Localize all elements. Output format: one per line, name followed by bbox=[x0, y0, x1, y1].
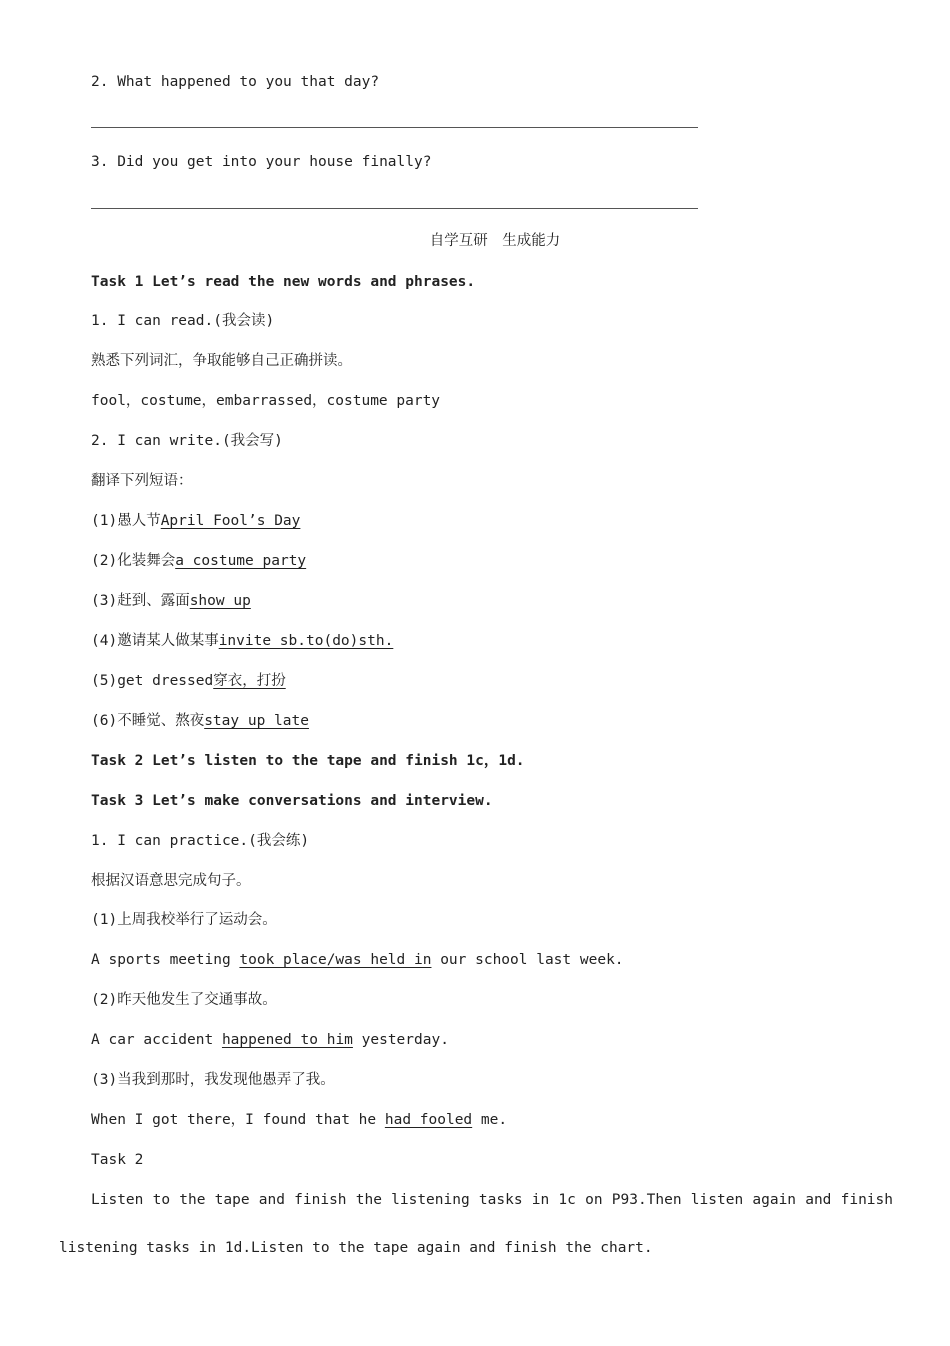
sentence-after: yesterday. bbox=[352, 1032, 449, 1048]
task3-heading: Task 3 Let’s make conversations and interview. bbox=[91, 793, 493, 809]
sentence-answer: took place/was held in bbox=[239, 952, 432, 968]
sentence-after: our school last week. bbox=[431, 952, 624, 968]
sentence-en bbox=[91, 1030, 449, 1050]
phrase-item bbox=[91, 591, 251, 611]
phrase-prompt: (5)get dressed bbox=[91, 673, 214, 689]
phrase-answer: 穿衣，打扮 bbox=[213, 673, 286, 689]
sentence-answer: happened to him bbox=[221, 1032, 353, 1048]
task2-heading: Task 2 Let’s listen to the tape and finish 1c，1d. bbox=[91, 753, 525, 769]
phrase-item bbox=[91, 671, 286, 691]
answer-line-2 bbox=[91, 127, 698, 128]
section-title: 自学互研 生成能力 bbox=[429, 233, 561, 249]
read-heading: 1. I can read.(我会读) bbox=[91, 313, 275, 329]
question-3: 3. Did you get into your house finally? bbox=[91, 154, 432, 170]
sentence-answer: had fooled bbox=[384, 1112, 473, 1128]
write-instruction: 翻译下列短语： bbox=[91, 473, 193, 489]
phrase-item bbox=[91, 551, 306, 571]
read-words: fool，costume，embarrassed，costume party bbox=[91, 393, 441, 409]
listening-paragraph: Listen to the tape and finish the listening tasks in 1c on P93.Then listen again and finish listening tasks in 1d.Listen to the tape again and finish the chart. bbox=[59, 1192, 893, 1256]
answer-line-3 bbox=[91, 208, 698, 209]
sentence-en bbox=[91, 950, 624, 970]
phrase-answer: invite sb.to(do)sth. bbox=[218, 633, 394, 649]
read-instruction: 熟悉下列词汇，争取能够自己正确拼读。 bbox=[91, 353, 352, 369]
phrase-prompt: (3)赶到、露面 bbox=[91, 593, 190, 609]
phrase-prompt: (6)不睡觉、熬夜 bbox=[91, 713, 205, 729]
sentence-before: A car accident bbox=[91, 1032, 222, 1048]
write-heading: 2. I can write.(我会写) bbox=[91, 433, 283, 449]
task2-repeat-heading: Task 2 bbox=[91, 1152, 144, 1168]
sentence-before: When I got there，I found that he bbox=[91, 1112, 385, 1128]
phrase-item bbox=[91, 511, 300, 531]
sentence-before: A sports meeting bbox=[91, 952, 240, 968]
phrase-item bbox=[91, 631, 393, 651]
phrase-answer: a costume party bbox=[175, 553, 307, 569]
sentence-en bbox=[91, 1110, 507, 1130]
practice-heading: 1. I can practice.(我会练) bbox=[91, 833, 310, 849]
sentence-cn: (3)当我到那时，我发现他愚弄了我。 bbox=[91, 1072, 335, 1088]
sentence-cn: (2)昨天他发生了交通事故。 bbox=[91, 992, 277, 1008]
phrase-item bbox=[91, 711, 309, 731]
phrase-prompt: (1)愚人节 bbox=[91, 513, 161, 529]
phrase-prompt: (2)化装舞会 bbox=[91, 553, 176, 569]
phrase-answer: show up bbox=[189, 593, 251, 609]
phrase-prompt: (4)邀请某人做某事 bbox=[91, 633, 219, 649]
question-2: 2. What happened to you that day? bbox=[91, 74, 380, 90]
phrase-answer: April Fool’s Day bbox=[160, 513, 301, 529]
sentence-cn: (1)上周我校举行了运动会。 bbox=[91, 912, 277, 928]
task1-heading: Task 1 Let’s read the new words and phrases. bbox=[91, 274, 476, 290]
sentence-after: me. bbox=[472, 1112, 508, 1128]
practice-instruction: 根据汉语意思完成句子。 bbox=[91, 873, 251, 889]
phrase-answer: stay up late bbox=[204, 713, 309, 729]
